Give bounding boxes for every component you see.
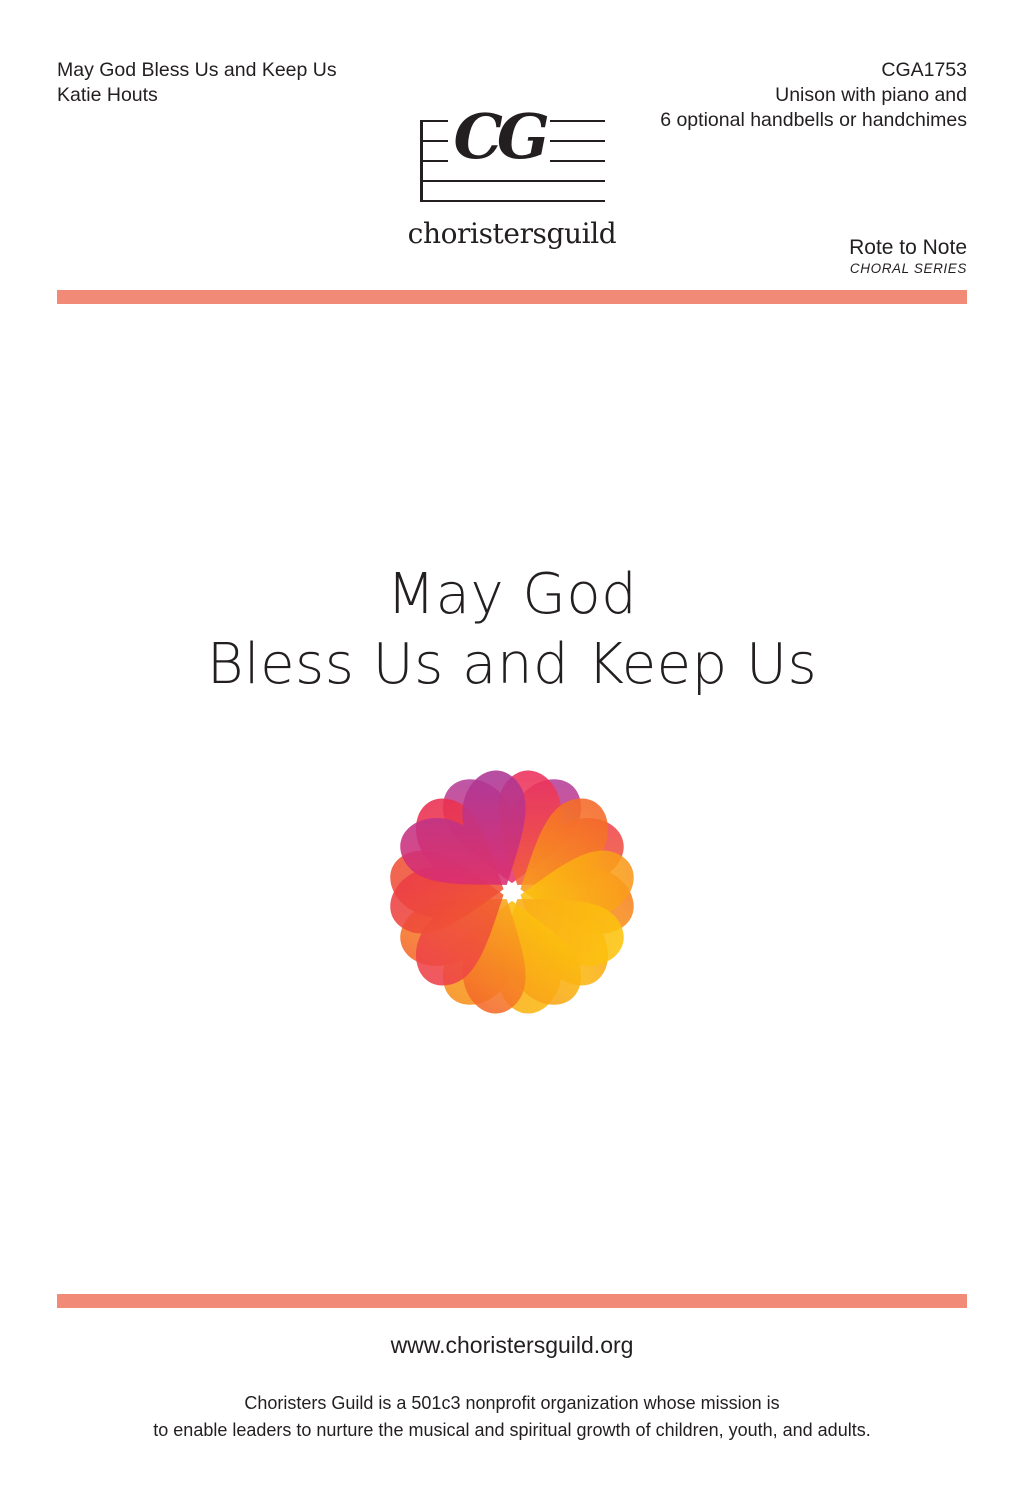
page-title [0,560,1024,700]
voicing-line-1: Unison with piano and [775,84,967,106]
choristers-guild-logo [397,100,627,250]
mission-line-2: to enable leaders to nurture the musical and spiritual growth of children, youth, and adults. [153,1420,871,1440]
staff-line [420,200,605,202]
title-line-2: Bless Us and Keep Us [206,632,818,697]
series-subtitle: CHORAL SERIES [849,261,967,276]
staff-line [420,180,605,182]
cg-monogram: CG [448,106,550,168]
heart-flower-emblem [332,712,692,1072]
header-composer: Katie Houts [57,84,158,106]
catalog-number: CGA1753 [881,59,967,81]
mission-line-1: Choristers Guild is a 501c3 nonprofit organization whose mission is [244,1393,780,1413]
mission-statement [0,1390,1024,1444]
series-name: Rote to Note [849,236,967,259]
top-accent-rule [57,290,967,304]
website-url[interactable]: www.choristersguild.org [390,1332,634,1358]
title-line-1: May God [386,562,638,627]
header-right-block [660,58,967,133]
header-work-title: May God Bless Us and Keep Us [57,59,337,81]
header-left-block [57,58,337,108]
logo-wordmark: choristersguild [407,217,617,250]
music-staff-icon [420,100,605,210]
bottom-accent-rule [57,1294,967,1308]
voicing-line-2: 6 optional handbells or handchimes [660,109,967,131]
staff-barline [420,120,423,202]
series-block [849,236,967,278]
